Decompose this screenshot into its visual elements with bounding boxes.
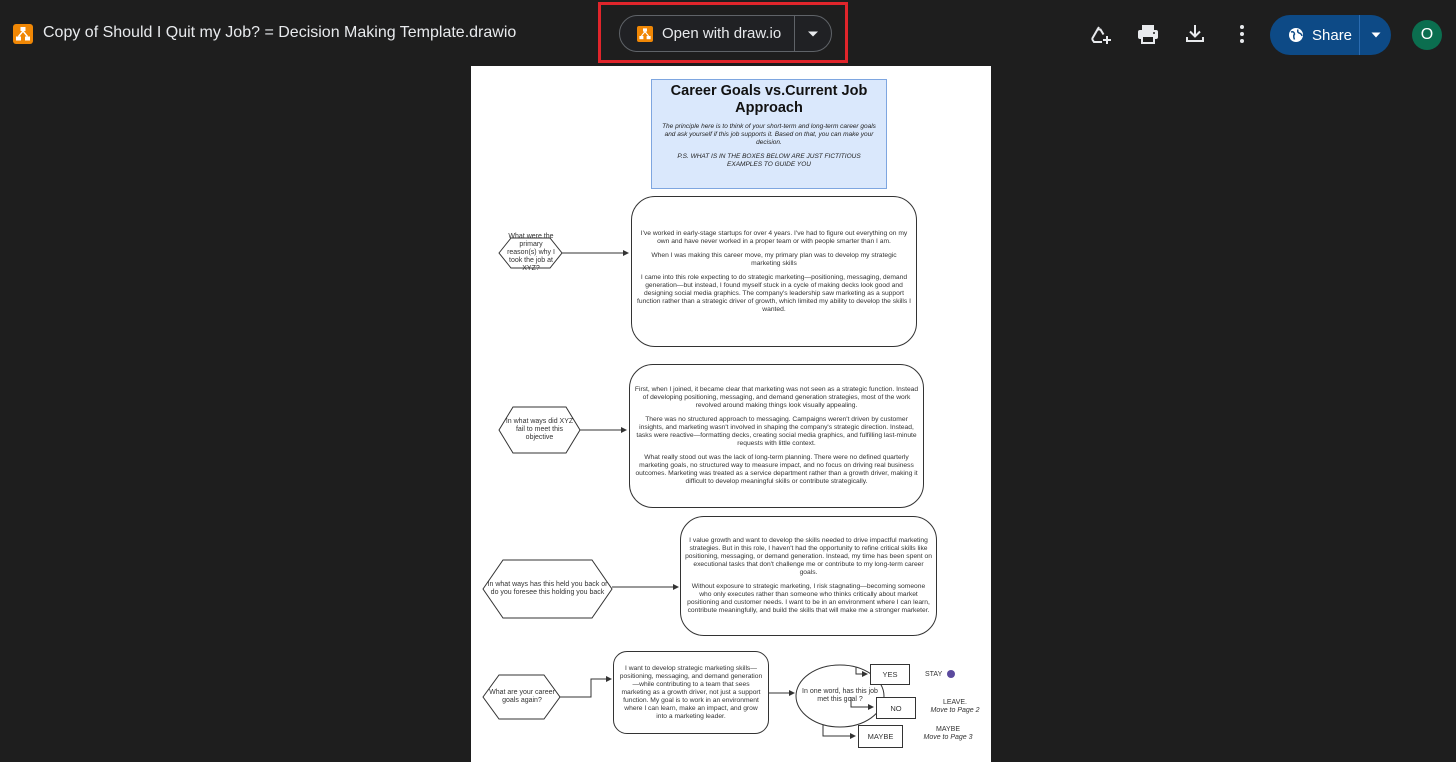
answer-paragraph: Without exposure to strategic marketing, I risk stagnating—becoming someone who only executes rather than someone who thinks critically about market positioning and customer needs. I want to be in an environment where I can learn, contribute meaningfully, and build the skills that will make me a stronger marketer.	[687, 583, 930, 614]
option-maybe-box[interactable]: MAYBE	[858, 725, 903, 748]
option-yes-box[interactable]: YES	[870, 664, 910, 685]
download-icon[interactable]	[1183, 22, 1207, 46]
chevron-down-icon	[1371, 32, 1381, 38]
outcome-stay-label: STAY	[925, 670, 943, 678]
share-button[interactable]	[1270, 15, 1391, 55]
answer-box[interactable]	[613, 651, 769, 734]
diagram-title: Career Goals vs.Current Job Approach	[670, 83, 868, 116]
add-to-drive-icon[interactable]	[1088, 22, 1112, 46]
answer-box[interactable]	[629, 364, 924, 508]
print-icon[interactable]	[1136, 22, 1160, 46]
diagram-page	[471, 66, 991, 762]
question-label: In what ways has this held you back or do you foresee this holding you back	[487, 581, 608, 596]
answer-paragraph: There was no structured approach to messaging. Campaigns weren't driven by customer insights, and marketing wasn't involved in shaping the company's strategic direction. Instead, tasks were reactive—formatting decks, creating social media graphics, and fulfilling last-minute requests with little context.	[636, 416, 917, 447]
open-with-label: Open with draw.io	[662, 25, 782, 42]
outcome-leave-sub: Move to Page 2	[930, 707, 980, 714]
question-label: What are your career goals again?	[489, 689, 555, 704]
answer-paragraph: I've worked in early-stage startups for over 4 years. I've had to figure out everything on my own and have never worked in a proper team or with people smarter than I am.	[640, 229, 908, 245]
question-label: In what ways did XYZ fail to meet this objective	[505, 418, 574, 441]
decision-question: In one word, has this job met this goal ?	[802, 688, 878, 703]
globe-icon	[1288, 27, 1304, 43]
diagram-title-box[interactable]	[651, 79, 887, 189]
globe-icon	[947, 670, 955, 678]
answer-paragraph: I came into this role expecting to do strategic marketing—positioning, messaging, demand generation—but instead, I found myself stuck in a cycle of making decks look good and designing social media graphics. The company's leadership saw marketing as a support function rather than a strategic driver of growth, which limited my ability to develop the skills I wanted.	[637, 273, 911, 313]
avatar[interactable]: O	[1412, 20, 1442, 50]
outcome-maybe-label: MAYBE	[936, 726, 960, 733]
answer-paragraph: I value growth and want to develop the skills needed to drive impactful marketing strategies. But in this role, I haven't had the opportunity to refine critical skills like positioning, messaging, or demand generation. Instead, my time has been spent on executional tasks that don't challenge me or contribute to my long-term career goals.	[685, 537, 932, 576]
outcome-maybe	[913, 726, 983, 742]
answer-paragraph: First, when I joined, it became clear that marketing was not seen as a strategic function. Instead of developing positioning, messaging, and demand generation strategies, most of the work revolved around making things look visually appealing.	[634, 386, 919, 409]
diagram-ps-note: P.S. WHAT IS IN THE BOXES BELOW ARE JUST FICTITIOUS EXAMPLES TO GUIDE YOU	[677, 153, 861, 168]
question-label: What were the primary reason(s) why I took the job at XYZ?	[507, 233, 555, 272]
share-main[interactable]	[1270, 15, 1360, 55]
top-bar	[0, 0, 1456, 68]
outcome-stay	[925, 670, 955, 679]
highlight-box	[598, 2, 848, 63]
more-vert-icon[interactable]	[1230, 22, 1254, 46]
drawio-icon	[13, 24, 33, 44]
answer-paragraph: When I was making this career move, my primary plan was to develop my strategic marketing skills	[651, 251, 897, 267]
outcome-leave	[925, 699, 985, 715]
option-no-box[interactable]: NO	[876, 697, 916, 719]
answer-box[interactable]	[680, 516, 937, 636]
diagram-description: The principle here is to think of your short-term and long-term career goals and ask yourself if this job supports it. Based on that, you can make your decision.	[662, 123, 876, 146]
file-title: Copy of Should I Quit my Job? = Decision Making Template.drawio	[43, 24, 517, 41]
answer-paragraph: I want to develop strategic marketing skills—positioning, messaging, and demand generation—while contributing to a team that sees marketing as a growth driver, not just a support function. My goal is to work in an environment where I can learn, make an impact, and grow into a marketing leader.	[619, 664, 763, 720]
outcome-leave-label: LEAVE.	[943, 699, 967, 706]
answer-box[interactable]	[631, 196, 917, 347]
outcome-maybe-sub: Move to Page 3	[923, 734, 973, 741]
share-label: Share	[1312, 26, 1353, 44]
share-dropdown[interactable]	[1360, 15, 1391, 55]
answer-paragraph: What really stood out was the lack of long-term planning. There were no defined quarterly marketing goals, no structured way to measure impact, and no focus on driving real business outcomes. Marketing was treated as a service department rather than a growth driver, making it difficult to develop meaningful skills or contribute strategically.	[635, 454, 918, 485]
